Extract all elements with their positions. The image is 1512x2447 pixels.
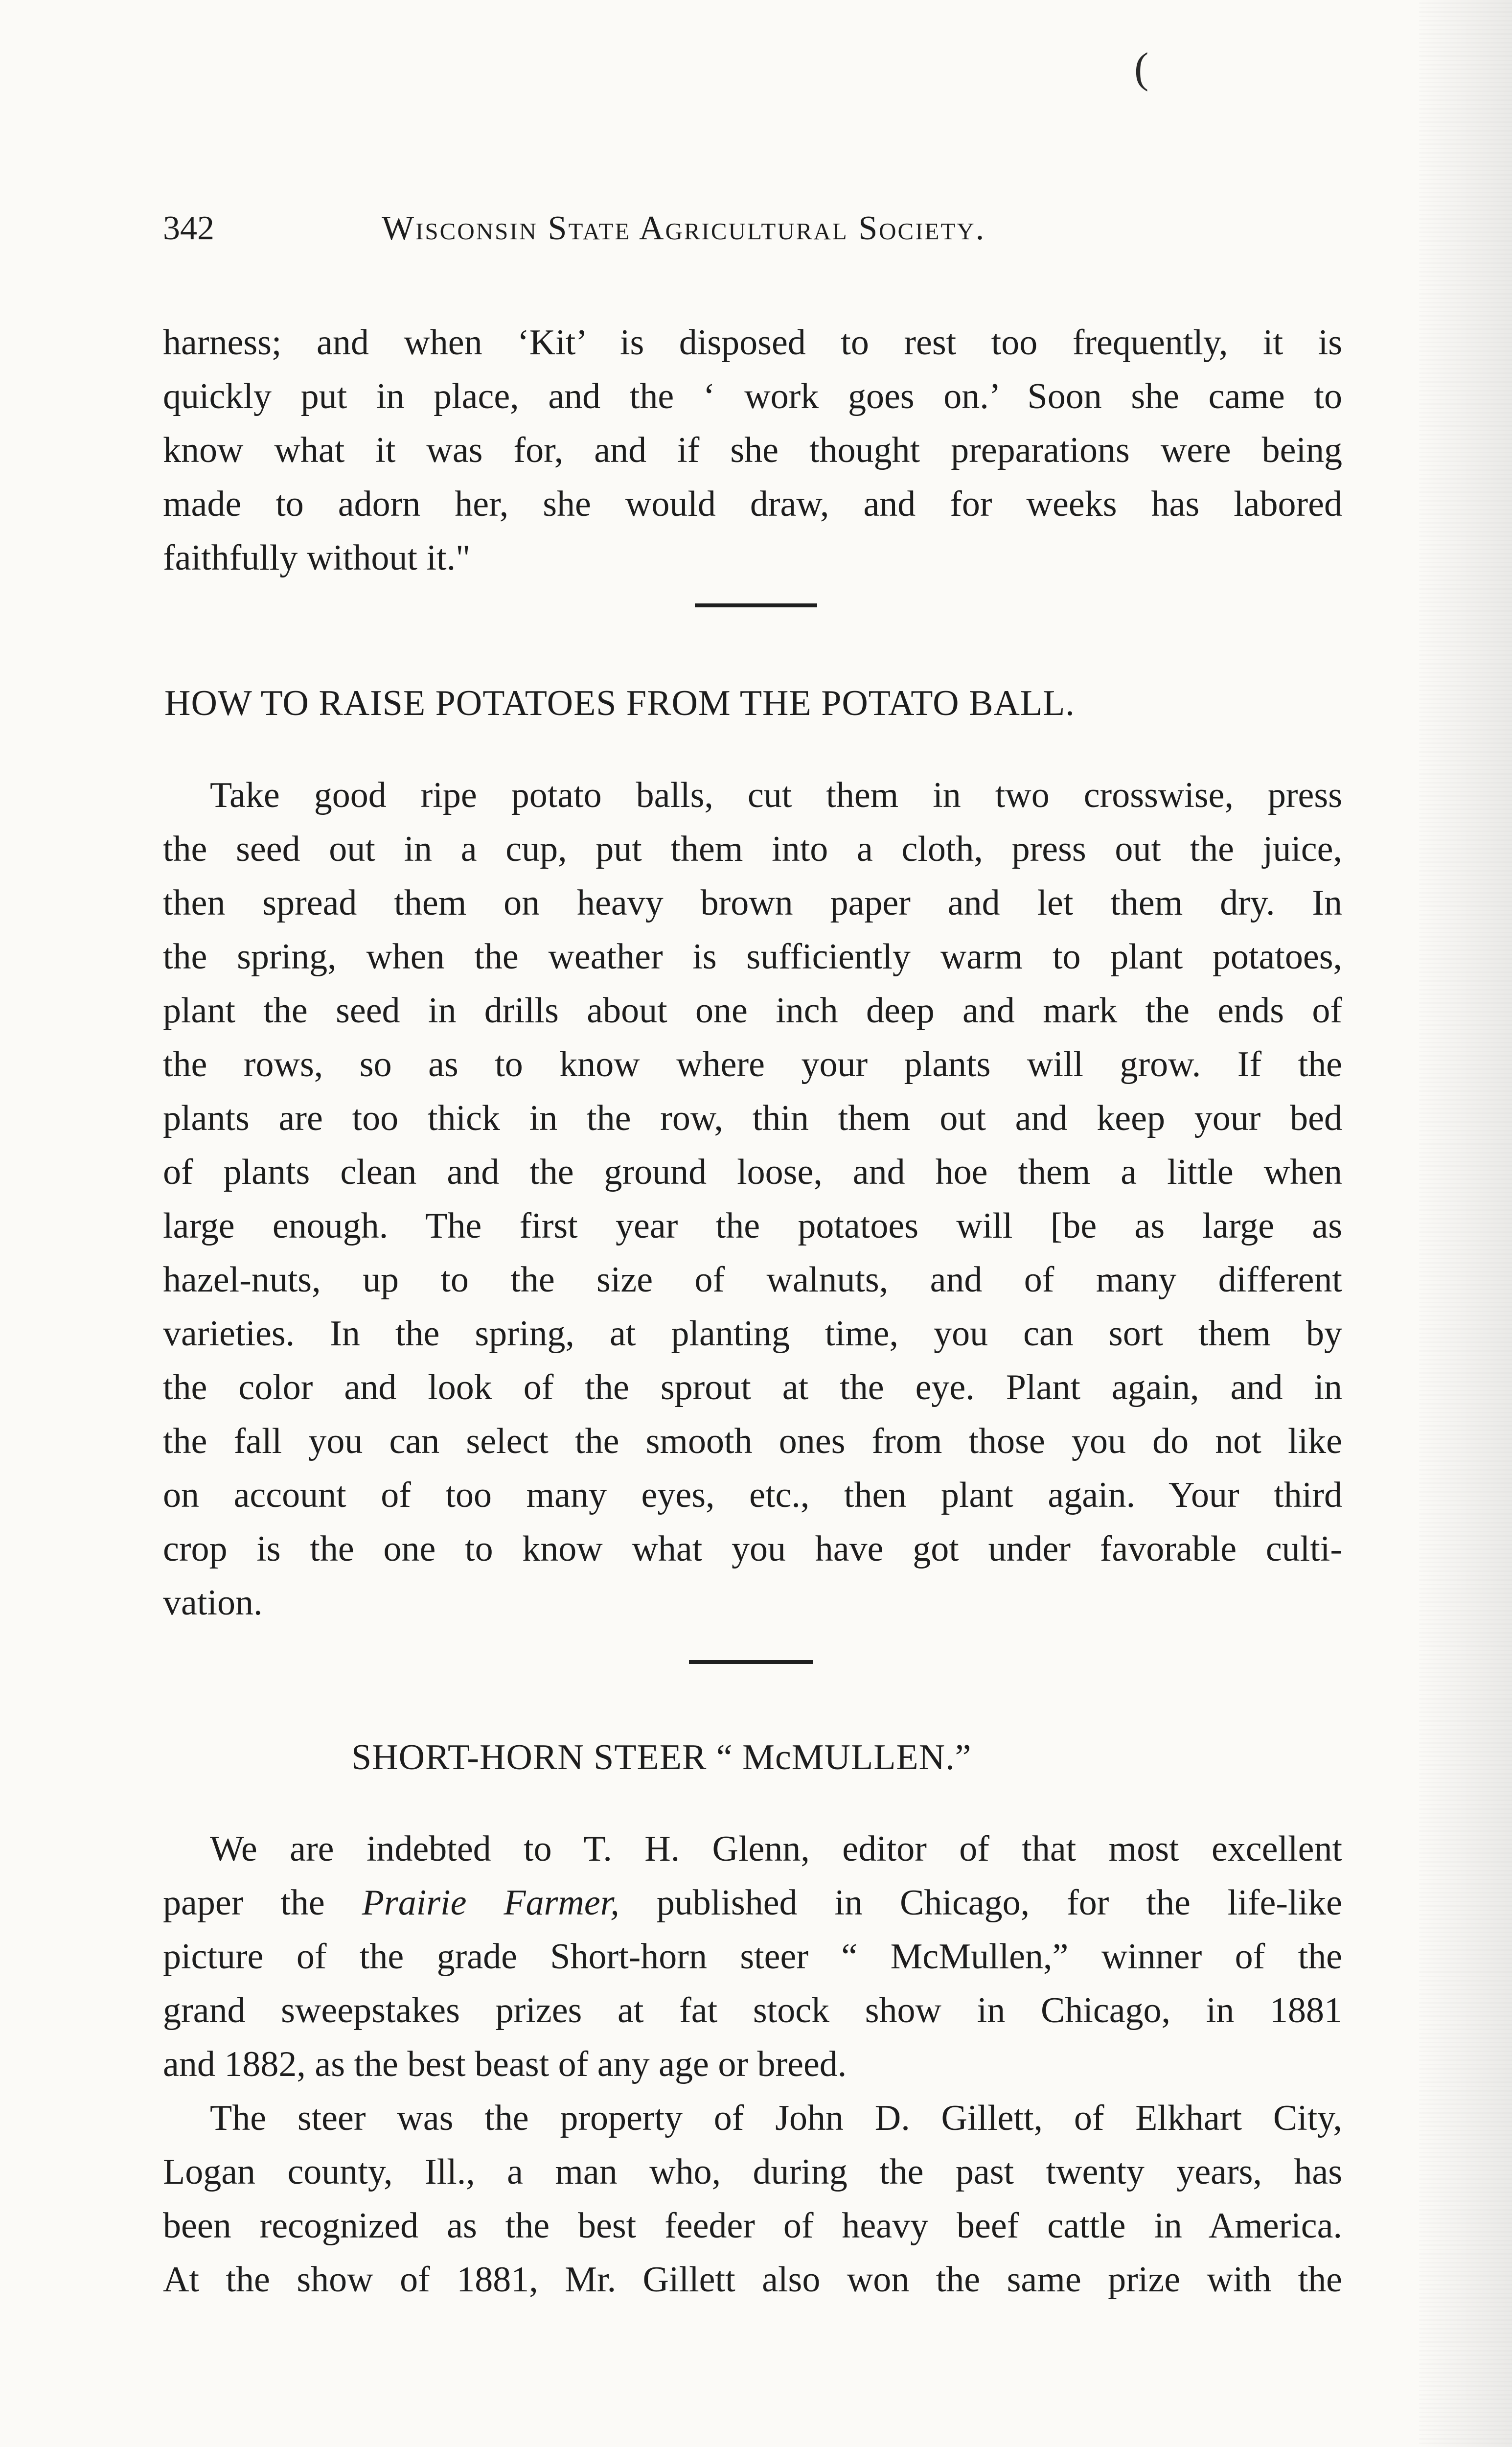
- intro-paragraph: [163, 316, 1342, 585]
- text-line: then spread them on heavy brown paper and let them dry. In: [163, 883, 1342, 923]
- running-head: [163, 202, 1352, 255]
- text-line: The steer was the property of John D. Gillett, of Elkhart City,: [210, 2098, 1342, 2138]
- text-line: of plants clean and the ground loose, and hoe them a little when: [163, 1152, 1342, 1192]
- journal-title: Wisconsin State Agricultural Society.: [382, 209, 986, 247]
- text-line: varieties. In the spring, at planting time, you can sort them by: [163, 1314, 1342, 1354]
- text-line: know what it was for, and if she thought preparations were being: [163, 430, 1342, 470]
- text-line: the spring, when the weather is sufficiently warm to plant potatoes,: [163, 937, 1342, 977]
- section-divider: [689, 1660, 813, 1664]
- text-line: picture of the grade Short-horn steer “ McMullen,” winner of the: [163, 1937, 1342, 1977]
- text-line: the fall you can select the smooth ones from those you do not like: [163, 1421, 1342, 1461]
- text-line: crop is the one to know what you have got under favorable culti-: [163, 1529, 1342, 1569]
- text-line: plant the seed in drills about one inch deep and mark the ends of: [163, 991, 1342, 1031]
- text-run: paper the: [163, 1883, 362, 1923]
- text-run: published in Chicago, for the life-like: [619, 1883, 1342, 1923]
- pencil-mark: (: [1134, 45, 1149, 92]
- text-line: We are indebted to T. H. Glenn, editor of that most excellent: [210, 1829, 1342, 1869]
- page-number: 342: [163, 209, 214, 247]
- text-line: plants are too thick in the row, thin them out and keep your bed: [163, 1098, 1342, 1138]
- text-line: Take good ripe potato balls, cut them in two crosswise, press: [210, 775, 1342, 815]
- text-line: the color and look of the sprout at the eye. Plant again, and in: [163, 1367, 1342, 1408]
- text-line: grand sweepstakes prizes at fat stock show in Chicago, in 1881: [163, 1990, 1342, 2031]
- text-line: quickly put in place, and the ‘ work goes on.’ Soon she came to: [163, 376, 1342, 416]
- publication-title: Prairie Farmer,: [362, 1883, 619, 1923]
- section-divider: [695, 603, 817, 607]
- text-line: the rows, so as to know where your plants will grow. If the: [163, 1044, 1342, 1085]
- section-heading-steer: SHORT-HORN STEER “ McMULLEN.”: [351, 1737, 972, 1778]
- text-line: harness; and when ‘Kit’ is disposed to rest too frequently, it is: [163, 323, 1342, 363]
- section-heading-potatoes: HOW TO RAISE POTATOES FROM THE POTATO BALL.: [164, 683, 1075, 723]
- text-line: Logan county, Ill., a man who, during the past twenty years, has: [163, 2152, 1342, 2192]
- text-line: made to adorn her, she would draw, and for weeks has labored: [163, 484, 1342, 524]
- text-line: on account of too many eyes, etc., then plant again. Your third: [163, 1475, 1342, 1515]
- steer-paragraph-2: [163, 2091, 1342, 2307]
- text-line: been recognized as the best feeder of heavy beef cattle in America.: [163, 2206, 1342, 2246]
- text-line: hazel-nuts, up to the size of walnuts, and of many different: [163, 1260, 1342, 1300]
- text-line: vation.: [163, 1583, 263, 1623]
- text-line: the seed out in a cup, put them into a cloth, press out the juice,: [163, 829, 1342, 869]
- text-line: large enough. The first year the potatoes will [be as large as: [163, 1206, 1342, 1246]
- text-line: At the show of 1881, Mr. Gillett also won the same prize with the: [163, 2260, 1342, 2300]
- steer-paragraph-1: [163, 1822, 1342, 2091]
- text-line: faithfully without it.": [163, 538, 471, 578]
- text-line: [163, 1876, 1342, 1930]
- text-line: and 1882, as the best beast of any age or breed.: [163, 2044, 847, 2084]
- scan-edge-texture: [1419, 0, 1512, 2447]
- potatoes-paragraph: [163, 768, 1342, 1630]
